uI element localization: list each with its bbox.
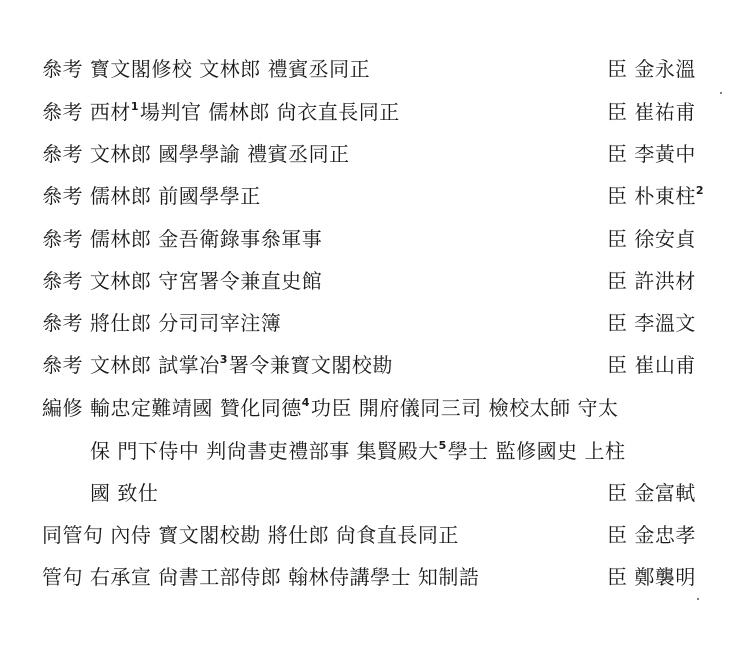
credit-text: 叅考 文林郎 國學學諭 禮賓丞同正 <box>42 142 350 166</box>
credit-text: 叅考 西材 <box>42 100 131 124</box>
credit-text: 場判官 儒林郎 尙衣直長同正 <box>140 100 400 124</box>
credit-title <box>42 181 261 211</box>
credit-text: 保 門下侍中 判尙書吏禮部事 集賢殿大 <box>90 439 439 463</box>
credit-line <box>0 308 740 338</box>
credit-title <box>42 97 400 127</box>
credit-line <box>0 181 740 211</box>
scan-speck <box>720 92 722 94</box>
signatory-name <box>607 350 696 380</box>
credit-text: 叅考 寳文閣修校 文林郎 禮賓丞同正 <box>42 57 371 81</box>
footnote-marker: 2 <box>695 184 705 197</box>
credit-text: 學士 監修國史 上柱 <box>447 439 626 463</box>
signatory-text: 臣 李黃中 <box>607 142 696 166</box>
credit-line <box>0 478 740 508</box>
credit-title <box>90 478 158 508</box>
credit-line <box>0 97 740 127</box>
footnote-marker: 3 <box>219 353 228 366</box>
credit-text: 叅考 儒林郎 前國學學正 <box>42 184 261 208</box>
credit-line <box>0 393 740 423</box>
credit-line <box>0 266 740 296</box>
credit-title <box>42 308 281 338</box>
signatory-name <box>607 139 696 169</box>
credit-text: 編修 輸忠定難靖國 贊化同德 <box>42 396 302 420</box>
signatory-name <box>607 97 696 127</box>
credit-title <box>42 393 618 423</box>
signatory-name <box>607 478 696 508</box>
credit-line <box>0 562 740 592</box>
credit-text: 署令兼寳文閣校勘 <box>228 353 393 377</box>
signatory-text: 臣 崔祐甫 <box>607 100 696 124</box>
signatory-name <box>607 266 696 296</box>
scan-speck <box>697 598 699 600</box>
credit-title <box>42 54 370 84</box>
signatory-name <box>607 308 696 338</box>
credit-text: 叅考 文林郎 試掌冶 <box>42 353 220 377</box>
credit-text: 功臣 開府儀同三司 檢校太師 守太 <box>310 396 619 420</box>
credit-line <box>0 436 740 466</box>
footnote-marker: 5 <box>438 439 447 452</box>
signatory-name <box>607 520 696 550</box>
credit-line <box>0 350 740 380</box>
credit-text: 同管句 內侍 寳文閣校勘 將仕郎 尙食直長同正 <box>42 523 459 547</box>
credit-text: 叅考 儒林郎 金吾衛錄事叅軍事 <box>42 227 323 251</box>
signatory-text: 臣 許洪材 <box>607 269 696 293</box>
credit-title <box>42 266 322 296</box>
credit-text: 國 致仕 <box>90 481 159 505</box>
credit-line <box>0 224 740 254</box>
signatory-name <box>607 181 705 211</box>
signatory-text: 臣 朴東柱 <box>607 184 696 208</box>
signatory-text: 臣 金富軾 <box>607 481 696 505</box>
signatory-name <box>607 562 696 592</box>
credit-title <box>42 562 479 592</box>
footnote-marker: 4 <box>301 396 310 409</box>
signatory-text: 臣 鄭襲明 <box>607 565 696 589</box>
signatory-text: 臣 李溫文 <box>607 311 696 335</box>
signatory-text: 臣 徐安貞 <box>607 227 696 251</box>
credit-title <box>90 436 625 466</box>
credit-line <box>0 139 740 169</box>
credit-text: 管句 右承宣 尙書工部侍郎 翰林侍講學士 知制誥 <box>42 565 480 589</box>
signatory-name <box>607 224 696 254</box>
signatory-text: 臣 崔山甫 <box>607 353 696 377</box>
footnote-marker: 1 <box>130 100 140 113</box>
credit-text: 叅考 文林郎 守宮署令兼直史館 <box>42 269 323 293</box>
signatory-text: 臣 金永溫 <box>607 57 696 81</box>
signatory-name <box>607 54 696 84</box>
credit-line <box>0 54 740 84</box>
signatory-text: 臣 金忠孝 <box>607 523 696 547</box>
credit-title <box>42 520 459 550</box>
credit-title <box>42 139 350 169</box>
credit-line <box>0 520 740 550</box>
credit-title <box>42 350 393 380</box>
credit-title <box>42 224 322 254</box>
credit-text: 叅考 將仕郎 分司司宰注簿 <box>42 311 282 335</box>
